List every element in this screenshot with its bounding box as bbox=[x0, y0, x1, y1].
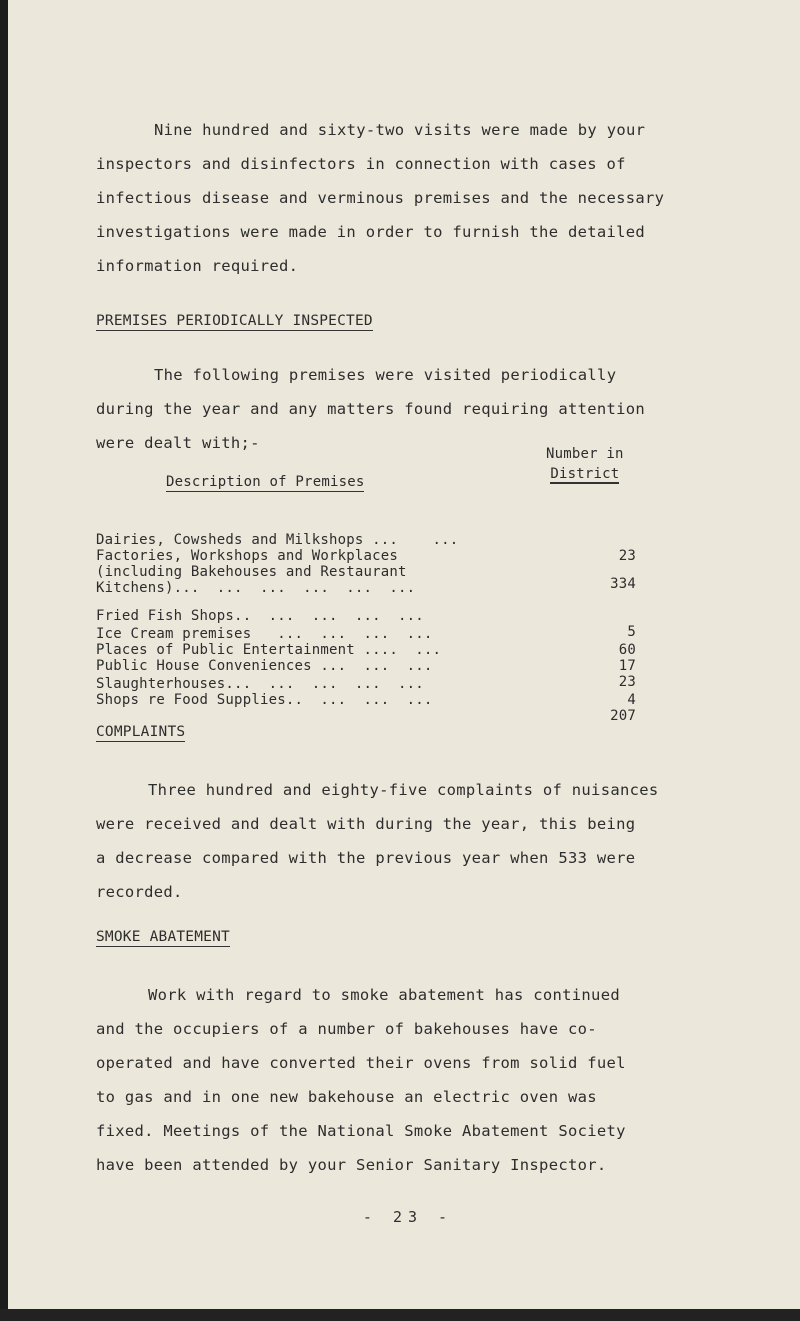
complaints-heading: COMPLAINTS bbox=[96, 724, 186, 740]
row-label: Ice Cream premises ... ... ... ... bbox=[96, 626, 433, 642]
row-label: Kitchens)... ... ... ... ... ... bbox=[96, 580, 416, 596]
complaints-line: Three hundred and eighty-five complaints of nuisances bbox=[148, 781, 659, 799]
smoke-line: to gas and in one new bakehouse an electric oven was bbox=[96, 1088, 597, 1106]
column-header-number-line1: Number in bbox=[546, 446, 624, 462]
intro-line: information required. bbox=[96, 257, 299, 275]
premises-line: The following premises were visited periodically bbox=[154, 366, 617, 384]
row-value: 17 bbox=[618, 658, 636, 674]
intro-line: Nine hundred and sixty-two visits were made by your bbox=[154, 121, 646, 139]
row-label: (including Bakehouses and Restaurant bbox=[96, 564, 407, 580]
table-row bbox=[96, 676, 636, 724]
row-value: 334 bbox=[610, 576, 636, 592]
complaints-line: were received and dealt with during the year, this being bbox=[96, 815, 636, 833]
intro-paragraph bbox=[96, 113, 716, 283]
smoke-line: have been attended by your Senior Sanitary Inspector. bbox=[96, 1156, 607, 1174]
smoke-paragraph bbox=[96, 978, 716, 1182]
table-row bbox=[96, 548, 636, 580]
smoke-line: Work with regard to smoke abatement has continued bbox=[148, 986, 620, 1004]
premises-line: were dealt with;- bbox=[96, 434, 260, 452]
row-value: 60 bbox=[618, 642, 636, 658]
complaints-line: recorded. bbox=[96, 883, 183, 901]
row-value: 4 bbox=[627, 692, 636, 708]
column-header-description: Description of Premises bbox=[166, 474, 365, 490]
intro-line: inspectors and disinfectors in connection with cases of bbox=[96, 155, 626, 173]
premises-heading: PREMISES PERIODICALLY INSPECTED bbox=[96, 313, 373, 329]
smoke-line: fixed. Meetings of the National Smoke Abatement Society bbox=[96, 1122, 626, 1140]
row-label: Shops re Food Supplies.. ... ... ... bbox=[96, 692, 433, 708]
row-label: Factories, Workshops and Workplaces bbox=[96, 548, 399, 564]
smoke-heading: SMOKE ABATEMENT bbox=[96, 929, 230, 945]
smoke-line: and the occupiers of a number of bakehouses have co- bbox=[96, 1020, 597, 1038]
row-label: Dairies, Cowsheds and Milkshops ... ... bbox=[96, 532, 459, 548]
page-number: - 23 - bbox=[362, 1208, 454, 1226]
row-value: 23 bbox=[618, 674, 636, 690]
smoke-line: operated and have converted their ovens from solid fuel bbox=[96, 1054, 626, 1072]
row-value: 23 bbox=[618, 548, 636, 564]
row-label: Fried Fish Shops.. ... ... ... ... bbox=[96, 608, 424, 624]
row-label: Slaughterhouses... ... ... ... ... bbox=[96, 676, 424, 692]
complaints-line: a decrease compared with the previous year when 533 were bbox=[96, 849, 636, 867]
premises-table bbox=[96, 444, 636, 724]
table-row bbox=[96, 564, 636, 596]
intro-line: investigations were made in order to furnish the detailed bbox=[96, 223, 646, 241]
row-value: 5 bbox=[627, 624, 636, 640]
complaints-paragraph bbox=[96, 773, 716, 909]
row-label: Public House Conveniences ... ... ... bbox=[96, 658, 433, 674]
row-label: Places of Public Entertainment .... ... bbox=[96, 642, 442, 658]
scan-bottom-edge bbox=[0, 1309, 800, 1321]
premises-line: during the year and any matters found requiring attention bbox=[96, 400, 646, 418]
row-value: 207 bbox=[610, 708, 636, 724]
column-header-number-line2: District bbox=[550, 466, 620, 482]
intro-line: infectious disease and verminous premises and the necessary bbox=[96, 189, 665, 207]
column-header-number bbox=[546, 444, 624, 484]
